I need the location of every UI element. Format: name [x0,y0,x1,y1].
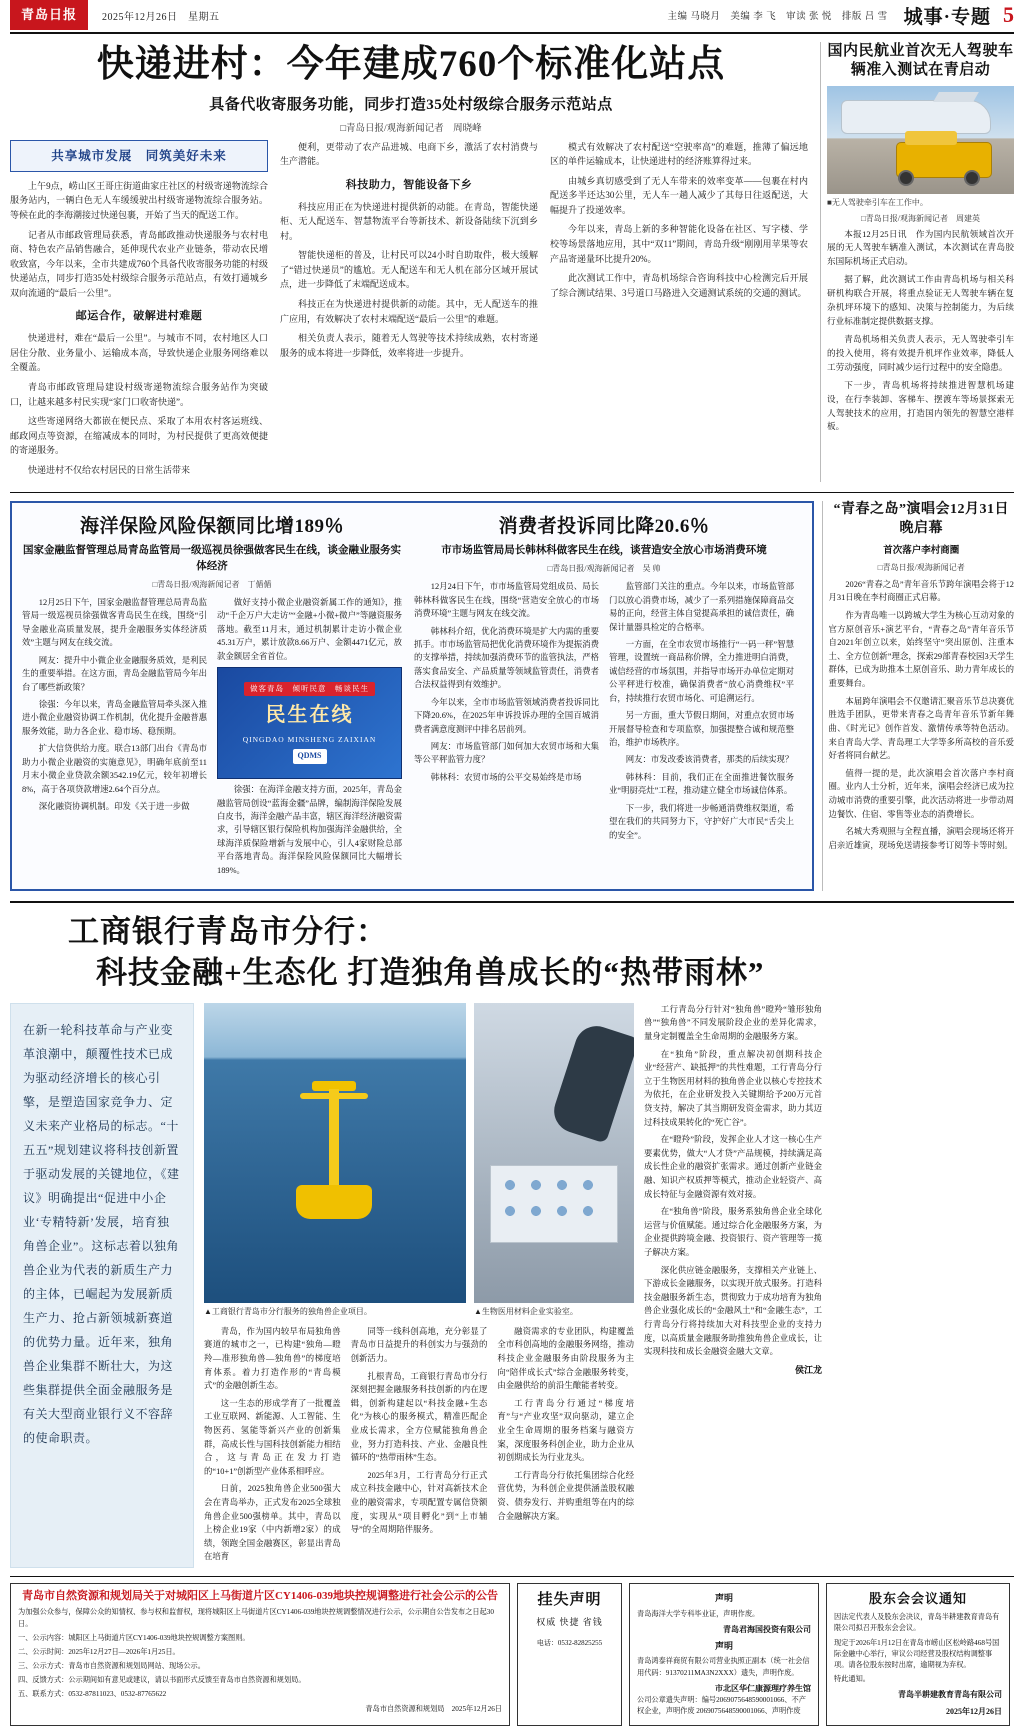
lead-column-3 [550,140,808,483]
paragraph: 特此通知。 [834,1674,870,1683]
top-section [10,42,1014,482]
ad-tagline: 做客青岛 倾听民意 畅谈民生 [244,682,375,696]
insurance-headline: 海洋保险风险保额同比增189％ [79,516,344,538]
airplane-shape [841,100,991,134]
paragraph: 快递进村不仅给农村居民的日常生活带来 [28,464,191,475]
paragraph: 2026“青春之岛”青年音乐节跨年演唱会将于12月31日晚在李村商圈正式启幕。 [828,579,1014,603]
paragraph: 三、公示方式：青岛市自然资源和规划局网站、现场公示。 [18,1661,205,1670]
shareholder-date: 2025年12月26日 [946,1706,1002,1716]
paragraph: 深化融资协调机制。印发《关于进一步做 [38,802,190,812]
right-rail-article [820,42,1014,482]
buoy-mast [329,1089,339,1185]
lead-subtitle-1: 邮运合作，破解进村难题 [75,310,203,323]
feature-author-sign: 侯江龙 [794,1364,822,1375]
ad-logo: QDMS [293,749,327,764]
shareholder-notice [826,1583,1010,1726]
airport-photo [827,86,1014,194]
paragraph: 这一生态的形成学育了一批覆盖工业互联网、新能源、人工智能、生物医药、氢能等新兴产业的创新集群，高成长性与国科技创新能力相结合，这与青岛正在发力打造的“10+1”创新型产业体系相呼应。 [204,1398,341,1476]
paragraph: 青岛市邮政管理局建设村级寄递物流综合服务站作为突破口，让越来越多村民实现“家门口收寄快递”。 [10,381,268,407]
paragraph: 在“瞪羚”阶段，发挥企业人才这一核心生产要素优势，做大“人才贷”产品规模，持续满足高成长性企业的融资扩张需求。通过创新产业链金融、知识产权质押等模式，推动企业轻资产、高成长特征与金融资源有效对接。 [644,1135,822,1199]
paragraph: 四、反馈方式：公示期间如有意见或建议，请以书面形式反馈至青岛市自然资源和规划局。 [18,1676,306,1685]
middle-section [10,492,1014,891]
microplate-shape [490,1165,618,1243]
concert-byline: □青岛日报/观海新闻记者 [877,562,965,572]
right-rail-body [827,228,1014,435]
ad-title: 民生在线 [265,704,354,727]
editor-credits: 主编 马晓月 美编 李 飞 审读 张 悦 排版 吕 雪 [667,12,888,22]
paragraph: 网友：市场监管部门如何加大农贸市场和大集等公平秤监管力度？ [414,742,599,765]
feature-column-4 [644,1003,822,1568]
paragraph: 下一步，青岛机场将持续推进智慧机场建设，在行李装卸、客梯车、摆渡车等场景探索无人驾驶技术的应用，打造国内领先的智慧空港样板。 [827,379,1014,432]
paragraph: 一方面，在全市农贸市场推行“一码一秤”智慧管理，设置统一商品称价牌，全力推进明白消费，诚信经营的市场氛围，并指导市场开办单位定期对公平秤进行校准，确保消费者“放心消费维权”平台，持续推行农贸市场化、可追溯运行。 [609,639,794,703]
paragraph: 徐强：在海洋金融支持方面，2025年，青岛金融监管局创设“蓝海金疆”品牌，编制海洋保险发展白皮书，海洋金融产品丰富，辖区海洋经济融资需求，引导辖区银行保险机构加强海洋金融供给，全球海洋质保险增新与发展中心，引人4家财险总部平台落地青岛。海洋保险风险保额同比大幅增长189%。 [217,785,402,875]
paragraph: 2025年3月，工行青岛分行正式成立科技金融中心，针对高新技术企业的融资需求，专项配置专属信贷额度，实现从“项目孵化”到“上市辅导”的全周期陪伴服务。 [350,1470,488,1535]
lost-item-ad [517,1583,622,1726]
paragraph: 便利，更带动了农产品进城、电商下乡，激活了农村消费与生产潜能。 [280,141,538,167]
insurance-article [22,511,402,881]
lead-subtitle-2: 科技助力，智能设备下乡 [345,178,473,191]
paragraph: 今年以来，青岛上新的多种智能化设备在社区、写字楼、学校等场景落地应用，其中“双11”期间，青岛升级“刚刚用苹果等农产品寄递量环比提升20%。 [550,224,808,264]
insurance-col-1 [22,596,207,881]
paragraph: 今年以来，全市市场监管领域消费者投诉同比下降20.6%，在2025年申诉投诉办理的全国百城消费者满意度测评中排名居前列。 [414,697,599,734]
paragraph: 监管部门关注的重点。今年以来，市场监管部门以放心消费市场，减少了一系列措施保障商品交易的正向，经营主体自觉提高承担的诚信责任，确保计量器具检定的合格率。 [609,582,794,632]
paragraph: 青岛，作为国内较早布局独角兽赛道的城市之一，已构建“独角—瞪羚—准形独角兽—独角兽”的梯度培育体系。着力打造作形的“青岛模式”的金融创新生态。 [204,1326,341,1391]
paragraph: 韩林科：目前，我们正在全面推进餐饮服务业“明厨亮灶”工程，推动建立健全市场诚信体系。 [609,772,794,796]
paragraph: 融资需求的专业团队，构建覆盖全市科创高地的金融服务网络，推动科技企业金融服务由阶段服务为主向“陪伴成长式”综合金融服务转变，由金融供给的前沿生酿能者转变。 [497,1326,635,1391]
campaign-tag: 共享城市发展 同筑美好未来 [10,140,268,172]
paragraph: 二、公示时间：2025年12月27日—2026年1月25日。 [18,1647,180,1656]
section-title: 城事·专题 [903,6,991,28]
lab-photo [474,1003,634,1303]
paragraph: 12月24日下午，市市场监管局党组成员、局长韩林科做客民生在线，围绕“营造安全放心的市场消费环境”主题与网友在线交流。 [414,582,599,619]
paragraph: 网友：提升中小微企业金融服务质效，是利民生的重要举措。在这方面，青岛金融监管局今年出台了哪些新政策？ [22,655,207,692]
concert-headline: “青春之岛”演唱会12月31日晚启幕 [833,502,1010,536]
paragraph: 由城乡真切感受到了无人车带来的效率变革——包裹在村内配送多半还达30公里，无人车一趟人减少了其每日往返配送，大幅提升了投递效率。 [550,175,808,215]
paragraph: 在“独角兽”阶段，服务系独角兽企业全球化运营与价值赋能。通过综合化金融服务方案，为企业提供跨境金融、投资银行、资产管理等一揽子解决方案。 [644,1207,822,1258]
paragraph: 青岛鸿泰祥商贸有限公司营业执照正副本（统一社会信用代码：91370211MA3N2XXX）遗失，声明作废。 [637,1657,810,1677]
declarations-box [629,1583,819,1726]
paragraph: 因法定代表人及股东会决议，青岛半耕建教育青岛有限公司拟召开股东会会议。 [834,1613,1000,1633]
lead-headline: 快递进村：今年建成760个标准化站点 [96,44,726,85]
planning-notice [10,1583,510,1726]
paragraph: 同等一线科创高地，充分彰显了青岛市日益提升的科创实力与强劲的创新活力。 [350,1326,488,1363]
paragraph: 深化供应链金融服务，支撑相关产业链上、下游成长金融服务，以实现开放式服务。打造科技金融服务新生态，贯彻致力于成功培育为独角兽企业强化成长的“金融风土”和“金融生态”，工行青岛分行将持续加大对科技型企业的支持力度，以高质量金融服务助推独角兽企业成长，让实现科技和成长金融资金融大文章。 [644,1265,822,1357]
wheel-shape [898,170,914,186]
insurance-col-2 [217,596,402,881]
paragraph: 工行青岛分行针对“独角兽”瞪羚“雏形独角兽”“独角兽”不同发展阶段企业的差异化需求，量身定制覆盖全生命周期的金融服务方案。 [644,1004,822,1041]
buoy-photo-caption: ▲工商银行青岛市分行服务的独角兽企业项目。 [204,1306,372,1316]
shareholder-notice-title: 股东会会议通知 [868,1591,967,1607]
paragraph: 这些寄递网络大都嵌在便民点、采取了本用农村客运班线、邮政网点等资源，在缩减成本的同时，为村民提供了更高效便捷的寄递服务。 [10,416,268,456]
minsheng-box [10,501,814,891]
ad-subtitle: QINGDAO MINSHENG ZAIXIAN [242,735,377,745]
concert-subhead: 首次落户李村商圈 [883,545,960,556]
declaration-title-1: 声明 [714,1593,733,1604]
lead-subhead: 具备代收寄服务功能，同步打造35处村级综合服务示范站点 [209,96,613,113]
buoy-shape [296,1081,372,1231]
feature-column-3 [497,1325,634,1568]
paragraph: 作为青岛唯一以跨城大学生为核心互动对象的官方原创音乐+演艺平台，“青春之岛”青年音乐节自2021年创立以来，始终坚守“突出原创、注重本土、全方位创新”理念，探索29部青春校园3天学生群体，已成为助推本土原创音乐、助力青年成长的重要舞台。 [828,611,1014,689]
gloved-hand-shape [548,1020,634,1143]
declaration-signature-2: 市北区华仁康源理疗养生馆 [715,1683,811,1693]
paragraph: 快递进村，难在“最后一公里”。与城市不同，农村地区人口居住分散、业务量小、运输成本高，导致快递企业服务网络难以全覆盖。 [10,333,268,373]
lead-article [10,42,820,482]
paragraph: 另一方面，重大节假日期间，对重点农贸市场开展督导检查和专项监察，加强提整合诚和规范整治，维护市场秩序。 [609,711,794,747]
paragraph: 在“独角”阶段，重点解决初创期科技企业“经营产、缺抵押”的共性难题，工行青岛分行立于生物医用材料的独角兽企业以核心专控技术为依托，在企业研发投入关键期给予200万元首贷支持，解决了其当期研发资金需求，助力其迈过科技成果转化的“死亡谷”。 [644,1049,822,1127]
paragraph: 本报12月25日讯 作为国内民航领域首次开展的无人驾驶车辆准入测试，本次测试在青岛胶东国际机场正式启动。 [827,228,1014,267]
declaration-title-2: 声明 [714,1640,733,1651]
insurance-lead: 国家金融监督管理总局青岛监管局一级巡视员徐强做客民生在线，谈金融业服务实体经济 [23,545,401,573]
feature-pullquote: 在新一轮科技革命与产业变革浪潮中，颠覆性技术已成为驱动经济增长的核心引擎，是塑造国家竞争力、定义未来产业格局的标志。“十五五”规划建议将科技创新置于驱动发展的关键地位，《建议》明确提出“促进中小企业‘专精特新’发展，培育独角兽企业”。这标志着以独角兽企业为代表的新质生产力的主体，已崛起为发展新质生产力、抢占新领城新赛道的优势力量。近年来，独角兽企业集群不断壮大，为这些集群提供全面金融服务是有关大型商业银行义不容辞的使命职责。 [10,1003,194,1568]
paragraph: 做好支持小微企业融资新属工作的通知》，推动“千企万户大走访”“金融+小微+微户”等融资服务落地。截至11月末，通过机制累计走访小微企业45.31万户，累计放款8.66万户、金额4471亿元，放款金额居全省首位。 [217,597,402,661]
concert-body [829,578,1014,853]
paragraph: 值得一提的是，此次演唱会首次落户李村商圈。业内人士分析，近年来，演唱会经济已成为拉动城市消费的重要引擎，此次活动将进一步带动周边餐饮、住宿、零售等业态的消费增长。 [828,768,1014,819]
notices-section [10,1576,1014,1726]
paragraph: 日前，2025独角兽企业500强大会在青岛举办，正式发布2025全球独角兽企业500强榜单。其中，青岛以上榜企业19家（中内新增2家）的成绩，领跑全国金融赛区，彰显出青岛在培育 [204,1484,341,1562]
paragraph: 本届跨年演唱会不仅邀请汇聚音乐节总决赛优胜选手团队，更带来青春之岛青年音乐节新年舞曲、《时光记》创作首发、激情传承等特色活动。来自青岛大学、青岛理工大学等多所高校的音乐爱好者将同台献艺。 [828,696,1014,761]
consumer-byline: □青岛日报/观海新闻记者 吴 帅 [547,564,661,574]
planning-notice-title: 青岛市自然资源和规划局关于对城阳区上马街道片区CY1406-039地块控规调整进行社会公示的公告 [21,1590,499,1603]
paragraph: 公司公章遗失声明：编号2069075648590001066、不产权企业，声明作废 2069075648590001066、声明作废 [637,1696,806,1716]
paragraph: 现定于2026年1月12日在青岛市崂山区松岭路468号国际金融中心举行，审议公司经营及股权结构调整事项。请各位股东按时出席，逾期视为弃权。 [834,1638,1000,1669]
paragraph: 此次测试工作中，青岛机场综合咨询科技中心检测完后开展了综合测试结果、3号道口马路进入交通测试系统的交通的测试。 [550,273,808,298]
paragraph: 扩大信贷供给力度。联合13部门出台《青岛市助力小微企业融资的实施意见》，明确年底前至11月末小微企业贷款余额3542.19亿元，较年初增长8%，高于各项贷款增速2.64个百分点。 [22,744,207,794]
paragraph: 模式有效解决了农村配送“空驶率高”的难题，推薄了偏远地区的单件运输成本，让快递进村的经济账算得过来。 [550,141,808,167]
declaration-signature-1: 青岛君海国投资有限公司 [723,1625,811,1635]
feature-article [10,901,1014,1568]
paragraph: 记者从市邮政管理局获悉，青岛邮政推动快递服务与农村电商、特色农产品销售融合，延伸现代农业产业链条，带动农民增收致富，今年以来，全市共建成760个具备代收寄服务功能的村级快递站点，同步打造35处村级综合服务示范站点，有效打通城乡双向流通的“最后一公里”。 [10,229,268,298]
photo-caption: ■无人驾驶牵引车在工作中。 [827,197,928,207]
lost-item-phone[interactable]: 电话：0532-82825255 [536,1639,603,1648]
paragraph: 青岛机场相关负责人表示，无人驾驶牵引车的投入使用，将有效提升机坪作业效率，降低人工劳动强度，同时减少运行过程中的安全隐患。 [827,333,1014,372]
shareholder-signature: 青岛半耕建教育青岛有限公司 [898,1690,1002,1700]
buoy-photo [204,1003,466,1303]
paragraph: 工行青岛分行依托集团综合化经营优势，为科创企业提供涵盖股权融资、债券发行、并购重组等在内的综合金融解决方案。 [497,1470,635,1521]
paragraph: 12月25日下午，国家金融监督管理总局青岛监管局一级巡视员徐强做客青岛民生在线，围绕“引导金融业高质量发展，提升金融服务实体经济质效”主题与网友在线交流。 [22,597,207,648]
paragraph: 韩林科介绍，优化消费环境是扩大内需的重要抓手。市市场监管局把优化消费环境作为提振消费的支撑举措，持续加强消费环节的监管执法，严格落实食品安全、产品质量等领域监管责任，消费者合法权益得到有效维护。 [414,626,599,690]
paragraph: 科技正在为快递进村提供新的动能。其中，无人配送车的推广应用，有效解决了农村末端配送“最后一公里”的难题。 [280,298,538,324]
paragraph: 上午9点，崂山区王哥庄街道曲家庄社区的村级寄递物流综合服务站内，一辆白色无人车缓缓驶出村级寄递物流综合服务站。等候在此的李海潮接过快递包裹，开始了当天的配送工作。 [10,180,268,220]
wheel-shape [964,170,980,186]
paragraph: 青岛海洋大学专科毕业证，声明作废。 [637,1609,760,1618]
paragraph: 徐强：今年以来，青岛金融监管局牵头深入推进小微企业融资协调工作机制，优化提升金融普惠服务效能，助力各企业、稳市场、稳预期。 [22,700,207,736]
paragraph: 工行青岛分行通过“梯度培育”与“产业攻坚”双向驱动，建立企业全生命周期的服务档案与融资方案，深度服务科创企业，助力企业从初创期成长为行业龙头。 [497,1398,635,1463]
feature-headline-line1: 工商银行青岛市分行： [68,914,388,950]
consumer-headline: 消费者投诉同比降20.6％ [498,516,710,538]
masthead [10,0,1014,34]
lost-item-title: 挂失声明 [537,1592,602,1609]
consumer-lead: 市市场监管局局长韩林科做客民生在线，谈营造安全放心市场消费环境 [441,545,767,557]
consumer-col-2 [609,580,794,846]
lost-item-slogan: 权威 快捷 省钱 [536,1617,603,1628]
page-number: 5 [1003,2,1014,27]
lab-photo-caption: ▲生物医用材料企业实验室。 [474,1306,578,1316]
paragraph: 下一步，我们将进一步畅通消费维权渠道，希望在我们的共同努力下，守护好广大市民“舌尖上的安全”。 [609,803,794,840]
paragraph: 据了解，此次测试工作由青岛机场与相关科研机构联合开展，将重点验证无人驾驶车辆在复杂机坪环境下的感知、决策与控制能力，为后续行业标准制定提供数据支撑。 [827,274,1014,327]
paragraph: 网友：市发改委该消费者，那类的后续实现？ [625,755,794,765]
feature-headline-line2: 科技金融+生态化 打造独角兽成长的“热带雨林” [96,954,765,990]
paragraph: 五、联系方式：0532-87811023、0532-87765622 [18,1690,167,1699]
paragraph: 智能快递柜的普及，让村民可以24小时自助取件，极大缓解了“错过快递员”的尴尬。无人配送车和无人机在部分区域开展试点，进一步降低了末端配送成本。 [280,250,538,290]
paragraph: 扎根青岛，工商银行青岛市分行深刻把握金融服务科技创新的内在逻辑，创新构建起以“科技金融+生态化”为核心的服务模式，精准匹配企业成长需求，全方位赋能独角兽企业，努力打造科技、产业、金融良性循环的“热带雨林”生态。 [350,1371,488,1463]
lead-column-2 [280,140,538,483]
paragraph: 名城大秀观照与全程直播，演唱会现场还将开启亲近雄寅，现场免送请接参考订阅等卡等时刻。 [828,827,1014,850]
publication-date: 2025年12月26日 星期五 [102,11,220,23]
feature-center [204,1003,634,1568]
minsheng-online-ad [217,667,402,779]
paragraph: 一、公示内容：城阳区上马街道片区CY1406-039地块控规调整方案图则。 [18,1633,250,1642]
paragraph: 科技应用正在为快递进村提供新的动能。在青岛，智能快递柜、无人配送车、智慧物流平台等新技术、新设备陆续下沉到乡村。 [280,201,538,241]
planning-notice-signature: 青岛市自然资源和规划局 2025年12月26日 [365,1705,502,1714]
right-rail-headline: 国内民航业首次无人驾驶车辆准入测试在青启动 [827,43,1014,78]
lead-byline: □青岛日报/观海新闻记者 周晓峰 [340,123,482,134]
paragraph: 相关负责人表示，随着无人驾驶等技术持续成熟，农村寄递服务的成本将进一步降低，效率将进一步提升。 [280,333,538,358]
paragraph: 为加强公众参与，保障公众的知情权、参与权和监督权，现将城阳区上马街道片区CY1406-039地块控规调整情况进行公示，公示期自公告发布之日起30日。 [18,1608,494,1628]
right-rail-byline: □青岛日报/观海新闻记者 周建英 [860,213,981,223]
publication-logo: 青岛日报 [10,0,88,30]
buoy-base [296,1185,372,1219]
paragraph: 韩林科：农贸市场的公平交易始终是市场 [430,772,582,782]
concert-article [822,501,1014,891]
feature-column-1 [204,1325,341,1568]
consumer-col-1 [414,580,599,846]
feature-column-2 [351,1325,488,1568]
consumer-article [414,511,794,881]
lead-column-1 [10,140,268,483]
insurance-byline: □青岛日报/观海新闻记者 丁偱偱 [152,579,272,589]
